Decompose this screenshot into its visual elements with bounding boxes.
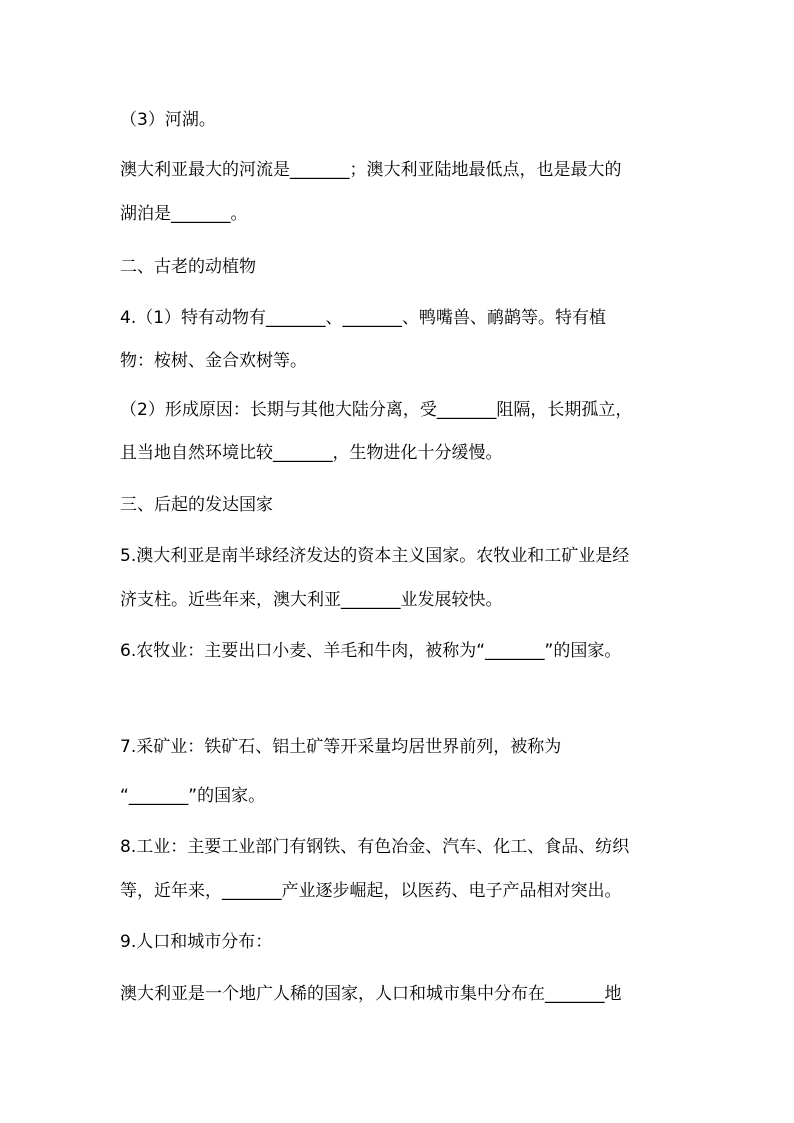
text-line-agriculture: 6.农牧业：主要出口小麦、羊毛和牛肉，被称为“_______”的国家。 (120, 641, 622, 661)
text-line-industry: 8.工业：主要工业部门有钢铁、有色冶金、汽车、化工、食品、纺织 (120, 837, 630, 857)
text-line-plants: 物：桉树、金合欢树等。 (120, 351, 307, 371)
text-line-population: 澳大利亚是一个地广人稀的国家，人口和城市集中分布在_______地 (120, 984, 622, 1004)
text-line-animals: 4.（1）特有动物有_______、_______、鸭嘴兽、鸸鹋等。特有植 (120, 308, 607, 328)
text-line-population-heading: 9.人口和城市分布： (120, 932, 273, 952)
text-line-mining: 7.采矿业：铁矿石、铝土矿等开采量均居世界前列，被称为 (120, 737, 562, 757)
text-line-mining-cont: “_______”的国家。 (120, 786, 266, 806)
text-line-causes: （2）形成原因：长期与其他大陆分离，受_______阻隔，长期孤立， (120, 400, 633, 420)
text-line-rivers: 澳大利亚最大的河流是_______；澳大利亚陆地最低点，也是最大的 (120, 160, 622, 180)
text-line-lake: 湖泊是_______。 (120, 204, 248, 224)
text-line-industry-cont: 等，近年来，_______产业逐步崛起，以医药、电子产品相对突出。 (120, 881, 622, 901)
text-line-causes-cont: 且当地自然环境比较_______，生物进化十分缓慢。 (120, 443, 503, 463)
section-heading-developed-country: 三、后起的发达国家 (120, 495, 273, 515)
text-line-economy: 5.澳大利亚是南半球经济发达的资本主义国家。农牧业和工矿业是经 (120, 546, 630, 566)
section-heading-ancient-species: 二、古老的动植物 (120, 257, 256, 277)
text-line-economy-cont: 济支柱。近些年来，澳大利亚_______业发展较快。 (120, 590, 503, 610)
heading-rivers-lakes: （3）河湖。 (120, 110, 216, 130)
